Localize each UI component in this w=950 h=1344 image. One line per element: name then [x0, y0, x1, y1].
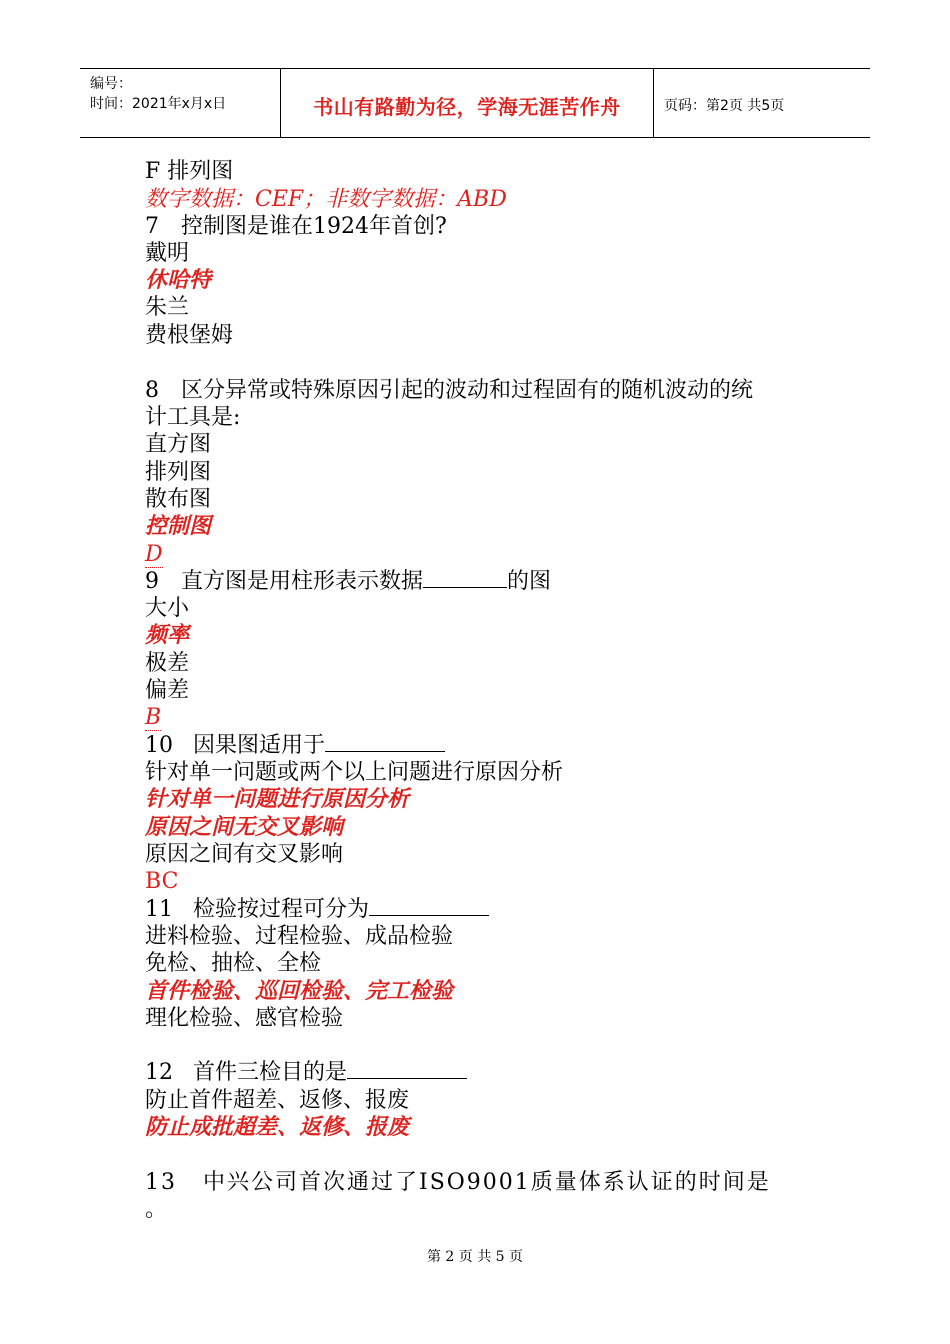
question-number: 9: [145, 569, 159, 594]
question-text-end: 的图: [507, 569, 552, 594]
answer-key: [145, 541, 163, 568]
page-header: [80, 68, 870, 138]
question-9: [145, 568, 551, 595]
question-text: 检验按过程可分为: [193, 897, 370, 922]
option-line: 排列图: [145, 460, 212, 485]
question-text: 中兴公司首次通过了ISO9001质量体系认证的时间是: [203, 1170, 771, 1195]
option-line: 偏差: [145, 678, 190, 703]
question-number: 13: [145, 1170, 177, 1195]
question-text: 控制图是谁在1924年首创?: [181, 214, 447, 239]
header-page-cell: [654, 69, 870, 137]
question-number: 7: [145, 214, 159, 239]
fill-blank: [423, 569, 507, 588]
option-line: 大小: [145, 596, 190, 621]
option-line: 朱兰: [145, 295, 190, 320]
motto: 书山有路勤为径，学海无涯苦作舟: [313, 95, 621, 119]
question-number: 8: [145, 378, 159, 403]
question-7: [145, 213, 447, 240]
answer-line: 数字数据：CEF；非数字数据：ABD: [145, 187, 507, 212]
option-line: 进料检验、过程检验、成品检验: [145, 924, 454, 949]
option-line: 原因之间有交叉影响: [145, 842, 344, 867]
option-line: 免检、抽检、全检: [145, 951, 322, 976]
header-motto-cell: [281, 69, 654, 137]
answer-letter: D: [145, 542, 163, 567]
fill-blank: [325, 733, 445, 752]
fill-blank: [347, 1060, 467, 1079]
answer-option: 原因之间无交叉影响: [145, 814, 344, 840]
answer-letter: B: [145, 705, 162, 730]
doc-number-label: 编号：: [90, 76, 132, 92]
answer-option: 频率: [145, 622, 190, 648]
question-text: 首件三检目的是: [193, 1060, 348, 1085]
question-10: [145, 732, 445, 759]
option-line: 针对单一问题或两个以上问题进行原因分析: [145, 760, 564, 785]
question-number: 10: [145, 733, 173, 758]
question-number: 11: [145, 897, 173, 922]
question-text: 因果图适用于: [193, 733, 326, 758]
answer-option: 首件检验、巡回检验、完工检验: [145, 978, 454, 1004]
answer-key: [145, 704, 161, 731]
time-label: 时间：2021年x月x日: [90, 96, 227, 112]
answer-key: BC: [145, 869, 179, 894]
page-info: 页码：第2页 共5页: [664, 98, 785, 114]
option-line: 直方图: [145, 432, 212, 457]
option-line: 费根堡姆: [145, 323, 234, 348]
answer-option: 控制图: [145, 513, 212, 539]
answer-option: 休哈特: [145, 267, 212, 293]
fill-blank: [369, 897, 489, 916]
page-footer: 第 2 页 共 5 页: [426, 1249, 524, 1265]
question-8: [145, 377, 753, 404]
question-text: 直方图是用柱形表示数据: [181, 569, 424, 594]
question-text: 区分异常或特殊原因引起的波动和过程固有的随机波动的统: [181, 378, 754, 403]
question-13: [145, 1169, 771, 1196]
option-line: 防止首件超差、返修、报废: [145, 1088, 410, 1113]
question-text-cont: 。: [145, 1197, 168, 1222]
option-line: 极差: [145, 651, 190, 676]
question-number: 12: [145, 1060, 173, 1085]
option-line: 理化检验、感官检验: [145, 1006, 344, 1031]
option-line: 散布图: [145, 487, 212, 512]
question-12: [145, 1059, 467, 1086]
option-line: 戴明: [145, 241, 190, 266]
question-text-cont: 计工具是:: [145, 405, 241, 430]
answer-option: 针对单一问题进行原因分析: [145, 786, 410, 812]
header-meta-cell: [80, 69, 281, 137]
option-line: F 排列图: [145, 159, 234, 184]
answer-option: 防止成批超差、返修、报废: [145, 1114, 410, 1140]
question-11: [145, 896, 489, 923]
